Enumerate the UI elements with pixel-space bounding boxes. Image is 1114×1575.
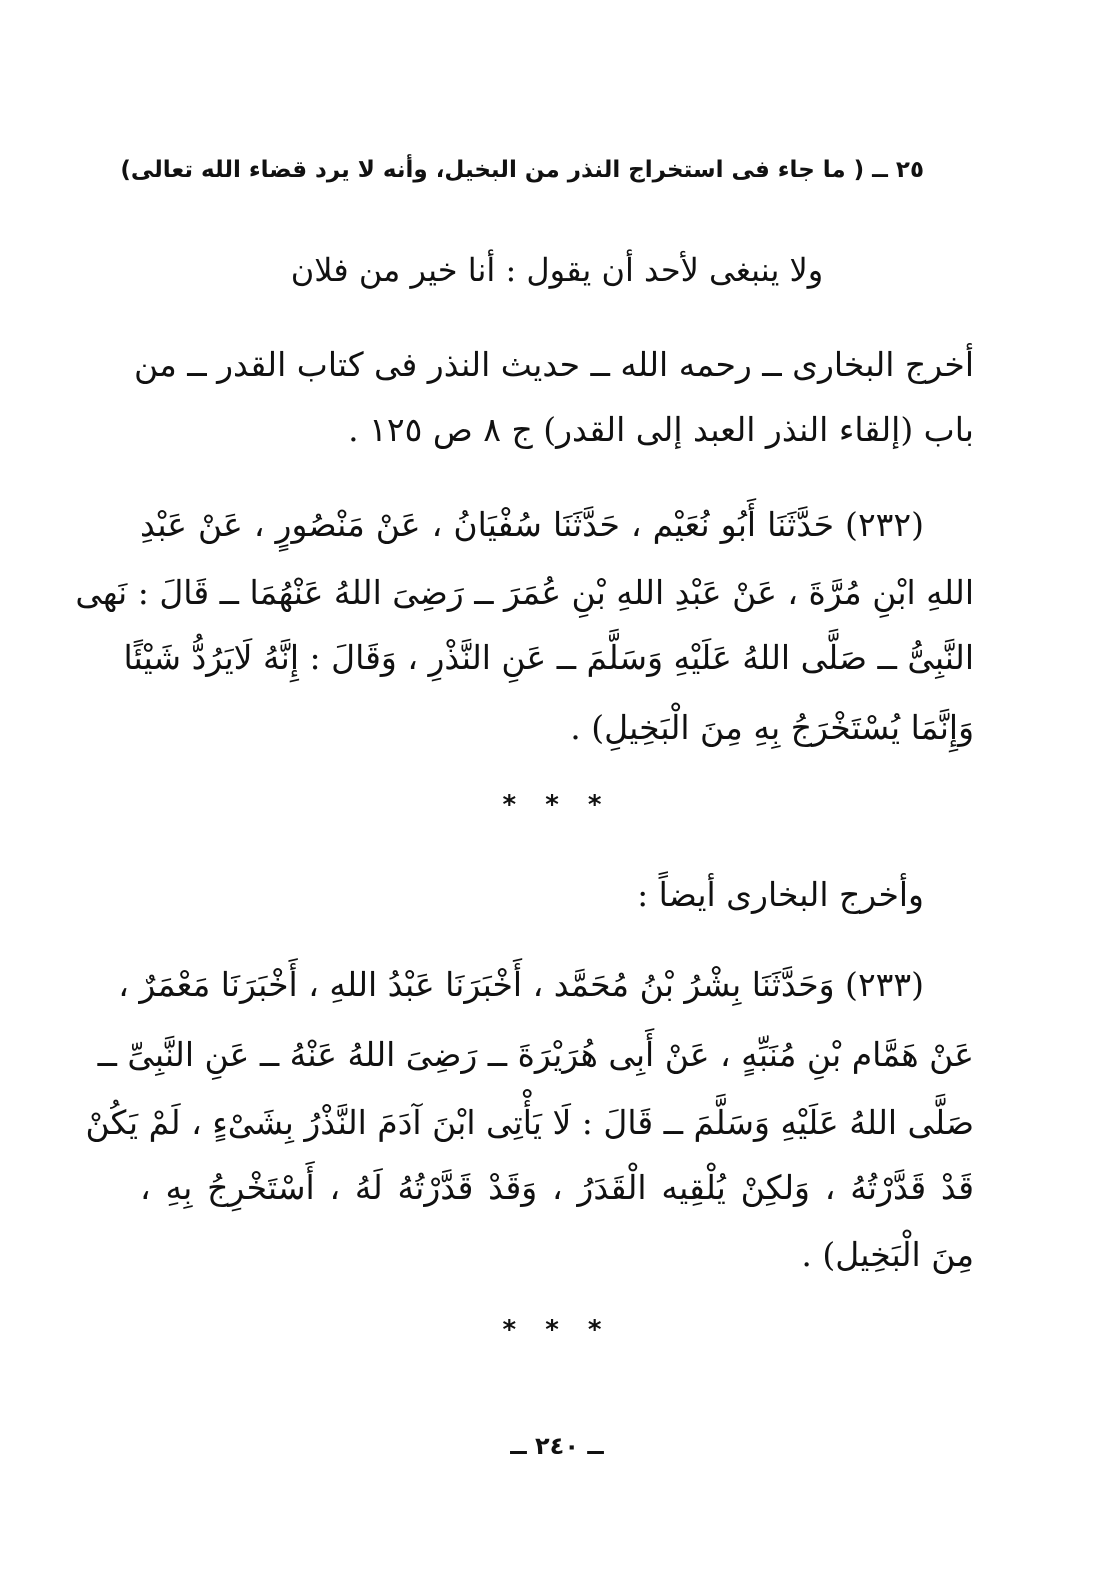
section-separator: * * *: [502, 1315, 612, 1345]
hadith-232-line-2: اللهِ ابْنِ مُرَّةَ ، عَنْ عَبْدِ اللهِ بْنِ عُمَرَ ــ رَضِىَ اللهُ عَنْهُمَا ــ قَالَ : نَهى: [75, 573, 974, 612]
hadith-233-line-2: عَنْ هَمَّام بْنِ مُنَبِّهٍ ، عَنْ أَبِى هُرَيْرَةَ ــ رَضِىَ اللهُ عَنْهُ ــ عَنِ النَّبِىِّ ــ: [97, 1035, 974, 1074]
hadith-233-line-3: صَلَّى اللهُ عَلَيْهِ وَسَلَّمَ ــ قَالَ : لَا يَأْتِى ابْنَ آدَمَ النَّذْرُ بِشَىْءٍ ، لَمْ يَكُنْ: [85, 1103, 974, 1142]
hadith-232-line-4: وَإِنَّمَا يُسْتَخْرَجُ بِهِ مِنَ الْبَخِيلِ) .: [570, 708, 974, 747]
hadith-233-line-5: مِنَ الْبَخِيل) .: [801, 1235, 974, 1274]
hadith-233-line-4: قَدْ قَدَّرْتُهُ ، وَلكِنْ يُلْقِيه الْقَدَرُ ، وَقَدْ قَدَّرْتُهُ لَهُ ، أَسْتَخْرِجُ بِهِ ،: [140, 1168, 974, 1207]
section-separator: * * *: [502, 790, 612, 820]
hadith-232-line-1: (٢٣٢) حَدَّثَنَا أَبُو نُعَيْم ، حَدَّثَنَا سُفْيَانُ ، عَنْ مَنْصُورٍ ، عَنْ عَبْدِ: [140, 505, 924, 544]
chapter-heading: ٢٥ ــ ( ما جاء فى استخراج النذر من البخيل، وأنه لا يرد قضاء الله تعالى): [120, 157, 924, 183]
intro-line-1: أخرج البخارى ــ رحمه الله ــ حديث النذر فى كتاب القدر ــ من: [133, 345, 974, 384]
intro-2-line: وأخرج البخارى أيضاً :: [637, 875, 924, 914]
hadith-233-line-1: (٢٣٣) وَحَدَّثَنَا بِشْرُ بْنُ مُحَمَّد ، أَخْبَرَنَا عَبْدُ اللهِ ، أَخْبَرَنَا مَعْمَرٌ ،: [118, 965, 924, 1004]
hadith-232-line-3: النَّبِىُّ ــ صَلَّى اللهُ عَلَيْهِ وَسَلَّمَ ــ عَنِ النَّذْرِ ، وَقَالَ : إِنَّهُ لَايَرُدُّ شَيْئًا: [123, 638, 974, 677]
chapter-subtitle: ولا ينبغى لأحد أن يقول : أنا خير من فلان: [290, 251, 824, 289]
intro-line-2: باب (إلقاء النذر العبد إلى القدر) ج ٨ ص ١٢٥ .: [348, 410, 974, 449]
page-number: ــ ٢٤٠ ــ: [510, 1432, 604, 1460]
